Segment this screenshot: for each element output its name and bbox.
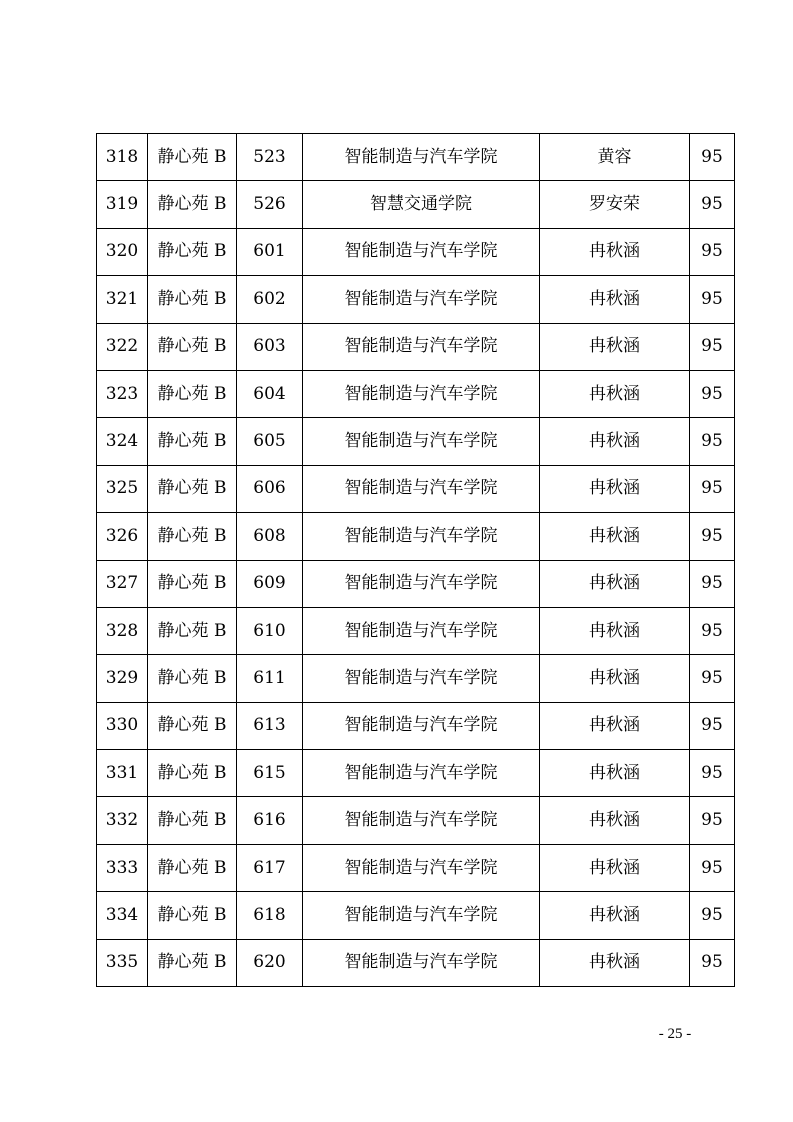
dormitory-score-table xyxy=(96,133,735,987)
cell-room: 526 xyxy=(237,181,303,228)
cell-building: 静心苑 B xyxy=(148,844,237,891)
cell-room: 610 xyxy=(237,607,303,654)
cell-room: 523 xyxy=(237,134,303,181)
cell-number: 322 xyxy=(97,323,148,370)
cell-score: 95 xyxy=(690,465,735,512)
cell-number: 331 xyxy=(97,750,148,797)
cell-room: 601 xyxy=(237,228,303,275)
cell-building: 静心苑 B xyxy=(148,797,237,844)
cell-college: 智慧交通学院 xyxy=(303,181,540,228)
cell-name: 冉秋涵 xyxy=(540,607,690,654)
cell-building: 静心苑 B xyxy=(148,370,237,417)
table-row xyxy=(97,844,735,891)
cell-building: 静心苑 B xyxy=(148,892,237,939)
cell-room: 617 xyxy=(237,844,303,891)
cell-name: 冉秋涵 xyxy=(540,228,690,275)
cell-number: 324 xyxy=(97,418,148,465)
cell-number: 320 xyxy=(97,228,148,275)
cell-room: 611 xyxy=(237,655,303,702)
cell-name: 冉秋涵 xyxy=(540,655,690,702)
cell-college: 智能制造与汽车学院 xyxy=(303,797,540,844)
cell-number: 334 xyxy=(97,892,148,939)
table-row xyxy=(97,513,735,560)
cell-room: 605 xyxy=(237,418,303,465)
cell-room: 613 xyxy=(237,702,303,749)
cell-room: 606 xyxy=(237,465,303,512)
cell-number: 325 xyxy=(97,465,148,512)
cell-number: 330 xyxy=(97,702,148,749)
cell-name: 冉秋涵 xyxy=(540,276,690,323)
cell-number: 335 xyxy=(97,939,148,986)
cell-room: 615 xyxy=(237,750,303,797)
table-row xyxy=(97,228,735,275)
table-row xyxy=(97,134,735,181)
cell-room: 609 xyxy=(237,560,303,607)
cell-score: 95 xyxy=(690,323,735,370)
cell-score: 95 xyxy=(690,939,735,986)
cell-number: 326 xyxy=(97,513,148,560)
table-row xyxy=(97,560,735,607)
cell-score: 95 xyxy=(690,228,735,275)
cell-college: 智能制造与汽车学院 xyxy=(303,134,540,181)
table-row xyxy=(97,939,735,986)
cell-number: 328 xyxy=(97,607,148,654)
cell-score: 95 xyxy=(690,655,735,702)
cell-score: 95 xyxy=(690,181,735,228)
cell-building: 静心苑 B xyxy=(148,750,237,797)
cell-college: 智能制造与汽车学院 xyxy=(303,465,540,512)
table-row xyxy=(97,750,735,797)
cell-score: 95 xyxy=(690,513,735,560)
cell-name: 黄容 xyxy=(540,134,690,181)
table-row xyxy=(97,797,735,844)
cell-score: 95 xyxy=(690,418,735,465)
cell-college: 智能制造与汽车学院 xyxy=(303,228,540,275)
cell-name: 冉秋涵 xyxy=(540,750,690,797)
cell-college: 智能制造与汽车学院 xyxy=(303,418,540,465)
cell-name: 冉秋涵 xyxy=(540,702,690,749)
cell-building: 静心苑 B xyxy=(148,181,237,228)
table-row xyxy=(97,465,735,512)
cell-number: 333 xyxy=(97,844,148,891)
cell-room: 604 xyxy=(237,370,303,417)
cell-score: 95 xyxy=(690,560,735,607)
cell-name: 冉秋涵 xyxy=(540,844,690,891)
cell-building: 静心苑 B xyxy=(148,323,237,370)
cell-room: 602 xyxy=(237,276,303,323)
cell-score: 95 xyxy=(690,370,735,417)
page-number: - 25 - xyxy=(658,1026,692,1042)
cell-building: 静心苑 B xyxy=(148,465,237,512)
table-body xyxy=(97,134,735,987)
cell-building: 静心苑 B xyxy=(148,702,237,749)
table-row xyxy=(97,276,735,323)
cell-college: 智能制造与汽车学院 xyxy=(303,844,540,891)
table-row xyxy=(97,607,735,654)
table-row xyxy=(97,181,735,228)
cell-score: 95 xyxy=(690,702,735,749)
table-row xyxy=(97,702,735,749)
cell-college: 智能制造与汽车学院 xyxy=(303,702,540,749)
cell-number: 329 xyxy=(97,655,148,702)
cell-building: 静心苑 B xyxy=(148,276,237,323)
cell-score: 95 xyxy=(690,797,735,844)
cell-name: 冉秋涵 xyxy=(540,797,690,844)
cell-score: 95 xyxy=(690,892,735,939)
cell-score: 95 xyxy=(690,844,735,891)
cell-room: 618 xyxy=(237,892,303,939)
cell-score: 95 xyxy=(690,134,735,181)
cell-building: 静心苑 B xyxy=(148,134,237,181)
cell-name: 冉秋涵 xyxy=(540,323,690,370)
cell-number: 319 xyxy=(97,181,148,228)
cell-building: 静心苑 B xyxy=(148,607,237,654)
cell-college: 智能制造与汽车学院 xyxy=(303,750,540,797)
cell-building: 静心苑 B xyxy=(148,655,237,702)
cell-name: 冉秋涵 xyxy=(540,370,690,417)
cell-room: 620 xyxy=(237,939,303,986)
cell-name: 冉秋涵 xyxy=(540,560,690,607)
cell-score: 95 xyxy=(690,607,735,654)
cell-room: 608 xyxy=(237,513,303,560)
cell-building: 静心苑 B xyxy=(148,418,237,465)
table-row xyxy=(97,323,735,370)
cell-name: 冉秋涵 xyxy=(540,465,690,512)
cell-number: 321 xyxy=(97,276,148,323)
cell-college: 智能制造与汽车学院 xyxy=(303,560,540,607)
cell-name: 冉秋涵 xyxy=(540,418,690,465)
cell-score: 95 xyxy=(690,750,735,797)
table-row xyxy=(97,370,735,417)
cell-college: 智能制造与汽车学院 xyxy=(303,607,540,654)
table-row xyxy=(97,655,735,702)
cell-number: 327 xyxy=(97,560,148,607)
cell-college: 智能制造与汽车学院 xyxy=(303,939,540,986)
cell-name: 冉秋涵 xyxy=(540,513,690,560)
table-row xyxy=(97,892,735,939)
cell-college: 智能制造与汽车学院 xyxy=(303,323,540,370)
cell-name: 罗安荣 xyxy=(540,181,690,228)
cell-building: 静心苑 B xyxy=(148,939,237,986)
cell-college: 智能制造与汽车学院 xyxy=(303,513,540,560)
cell-score: 95 xyxy=(690,276,735,323)
cell-room: 603 xyxy=(237,323,303,370)
cell-number: 318 xyxy=(97,134,148,181)
cell-college: 智能制造与汽车学院 xyxy=(303,655,540,702)
cell-name: 冉秋涵 xyxy=(540,939,690,986)
cell-building: 静心苑 B xyxy=(148,228,237,275)
cell-number: 332 xyxy=(97,797,148,844)
cell-building: 静心苑 B xyxy=(148,513,237,560)
cell-room: 616 xyxy=(237,797,303,844)
cell-building: 静心苑 B xyxy=(148,560,237,607)
cell-name: 冉秋涵 xyxy=(540,892,690,939)
cell-college: 智能制造与汽车学院 xyxy=(303,892,540,939)
cell-college: 智能制造与汽车学院 xyxy=(303,276,540,323)
cell-college: 智能制造与汽车学院 xyxy=(303,370,540,417)
table-row xyxy=(97,418,735,465)
cell-number: 323 xyxy=(97,370,148,417)
